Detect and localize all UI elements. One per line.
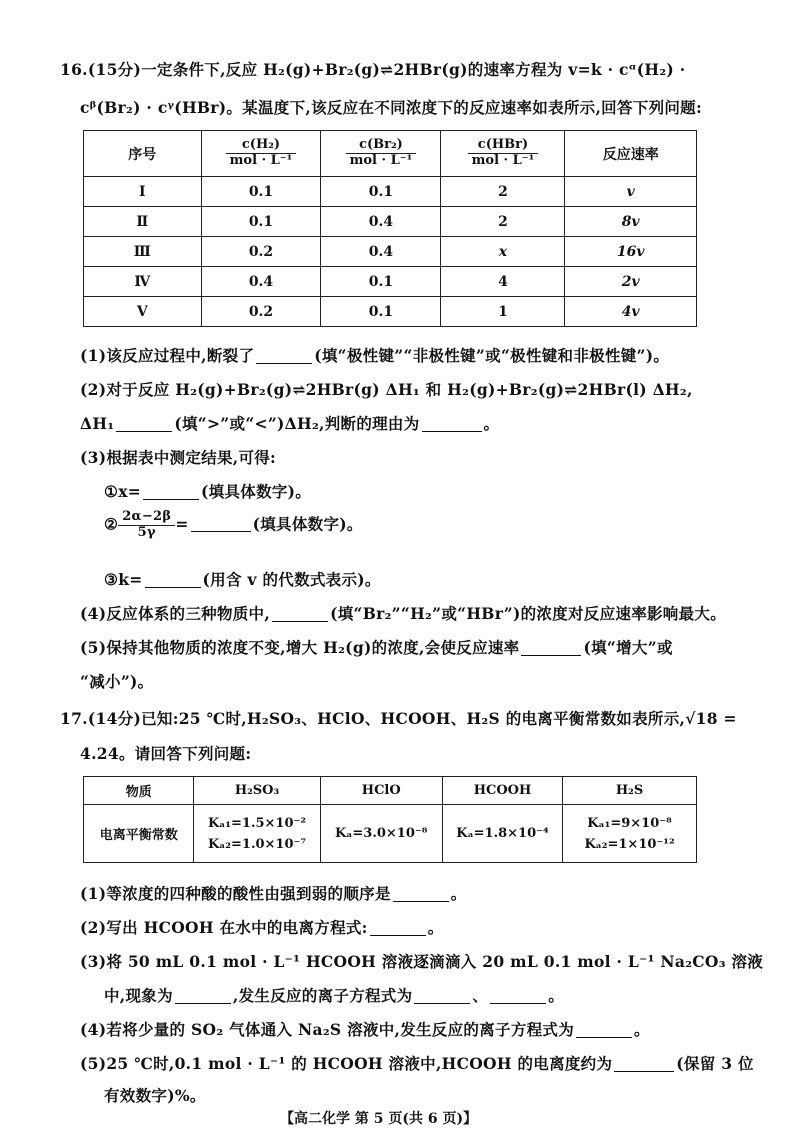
q17-p4-end: 。 xyxy=(634,1020,650,1039)
ka-hcooh: Kₐ=1.8×10⁻⁴ xyxy=(442,805,562,863)
row-label: 电离平衡常数 xyxy=(84,805,194,863)
q17-part3-line2 xyxy=(104,984,564,1006)
page-footer: 【高二化学 第 5 页(共 6 页)】 xyxy=(280,1111,478,1127)
answer-blank[interactable] xyxy=(521,640,581,657)
cell: 0.1 xyxy=(321,267,441,297)
cell: 0.1 xyxy=(201,207,321,237)
q17-part1 xyxy=(80,882,467,904)
ka-table xyxy=(83,776,697,863)
q16-p3b-num-label: ② xyxy=(104,514,119,534)
cell: 0.2 xyxy=(201,237,321,267)
q17-stem-line1: 17.(14分)已知:25 ℃时,H₂SO₃、HClO、HCOOH、H₂S 的电离平衡常数如表所示,√18 = xyxy=(60,709,737,728)
header-h2s: H₂S xyxy=(563,777,697,805)
answer-blank[interactable] xyxy=(272,606,328,623)
header-h2so3: H₂SO₃ xyxy=(194,777,320,805)
q16-p3b-hint: (填具体数字)。 xyxy=(252,514,363,534)
header-hcooh: HCOOH xyxy=(442,777,562,805)
answer-blank[interactable] xyxy=(143,484,199,501)
cell: 2 xyxy=(441,207,565,237)
cell: 16v xyxy=(565,237,697,267)
cell: 0.1 xyxy=(321,297,441,327)
q16-part3-3 xyxy=(104,568,381,590)
q16-stem-line2: cᵝ(Br₂) · cᵞ(HBr)。某温度下,该反应在不同浓度下的反应速率如表所示,回答下列问题: xyxy=(80,98,703,117)
cell: x xyxy=(441,237,565,267)
q16-part2-line2 xyxy=(80,412,499,434)
q16-part5 xyxy=(80,636,673,658)
answer-blank[interactable] xyxy=(256,348,312,365)
ka-hclo: Kₐ=3.0×10⁻⁸ xyxy=(320,805,442,863)
q16-p3b-eq: = xyxy=(175,514,189,534)
answer-blank[interactable] xyxy=(614,1056,674,1073)
q17-p4-text: (4)若将少量的 SO₂ 气体通入 Na₂S 溶液中,发生反应的离子方程式为 xyxy=(80,1020,575,1039)
answer-blank[interactable] xyxy=(145,572,201,589)
q16-p2-end: 。 xyxy=(483,414,500,433)
h2s-constants xyxy=(563,805,697,863)
q16-part3: (3)根据表中测定结果,可得: xyxy=(80,448,277,467)
q17-p1-text: (1)等浓度的四种酸的酸性由强到弱的顺序是 xyxy=(80,884,391,903)
q17-p1-end: 。 xyxy=(450,884,467,903)
ka-table-header xyxy=(84,777,697,805)
header-substance: 物质 xyxy=(84,777,194,805)
q17-p5-text: (5)25 ℃时,0.1 mol · L⁻¹ 的 HCOOH 溶液中,HCOOH 的电离度约为 xyxy=(80,1054,613,1073)
cell: 2v xyxy=(565,267,697,297)
ka2-h2s: Kₐ₂=1×10⁻¹² xyxy=(584,836,675,852)
q16-p4-hint: (填“Br₂”“H₂”或“HBr”)的浓度对反应速率影响最大。 xyxy=(330,604,726,623)
cell: 0.1 xyxy=(201,177,321,207)
q17-p2-end: 。 xyxy=(427,918,444,937)
q17-p3-sep: 、 xyxy=(472,986,489,1005)
q16-p5-text: (5)保持其他物质的浓度不变,增大 H₂(g)的浓度,会使反应速率 xyxy=(80,638,520,657)
answer-blank[interactable] xyxy=(414,988,470,1005)
header-c-hbr: $\frac{\text{c(HBr)}}{\text{mol · L⁻¹}}$ xyxy=(441,131,565,177)
cell: Ⅲ xyxy=(84,237,202,267)
table-row xyxy=(84,805,697,863)
q16-p1-text: (1)该反应过程中,断裂了 xyxy=(80,346,255,365)
q17-part2 xyxy=(80,916,444,938)
cell: Ⅴ xyxy=(84,297,202,327)
q16-p3c-text: ③k= xyxy=(104,570,143,589)
cell: Ⅱ xyxy=(84,207,202,237)
ka2-h2so3: Kₐ₂=1.0×10⁻⁷ xyxy=(207,836,307,852)
table-row xyxy=(84,177,697,207)
q16-p5-hint: (填“增大”或 xyxy=(583,638,673,657)
q16-part3-1 xyxy=(104,480,311,502)
q16-part4 xyxy=(80,602,726,624)
h2so3-constants xyxy=(194,805,320,863)
q17-p5-hint: (保留 3 位 xyxy=(676,1054,754,1073)
answer-blank[interactable] xyxy=(490,988,546,1005)
q17-part5-line2: 有效数字)%。 xyxy=(104,1086,206,1105)
q17-p3-text: 中,现象为 xyxy=(104,986,173,1005)
cell: Ⅳ xyxy=(84,267,202,297)
rate-table-header xyxy=(84,131,697,177)
table-row xyxy=(84,297,697,327)
q17-p2-text: (2)写出 HCOOH 在水中的电离方程式: xyxy=(80,918,368,937)
cell: 0.1 xyxy=(321,177,441,207)
rate-table xyxy=(83,130,697,327)
q17-part4 xyxy=(80,1018,650,1040)
q16-p3a-text: ①x= xyxy=(104,482,142,501)
q16-p2-text: (填“>”或“<”)ΔH₂,判断的理由为 xyxy=(174,414,420,433)
q17-p3-text2: ,发生反应的离子方程式为 xyxy=(232,986,413,1005)
cell: 4v xyxy=(565,297,697,327)
table-row xyxy=(84,237,697,267)
q16-part5-line2: “减小”)。 xyxy=(80,672,154,691)
cell: 0.2 xyxy=(201,297,321,327)
answer-blank[interactable] xyxy=(175,988,231,1005)
ka1-h2so3: Kₐ₁=1.5×10⁻² xyxy=(207,815,307,831)
answer-blank[interactable] xyxy=(393,886,449,903)
q17-part3-line1: (3)将 50 mL 0.1 mol · L⁻¹ HCOOH 溶液逐滴滴入 20 mL 0.1 mol · L⁻¹ Na₂CO₃ 溶液 xyxy=(80,952,764,971)
header-hclo: HClO xyxy=(320,777,442,805)
header-c-br2: $\frac{\text{c(Br₂)}}{\text{mol · L⁻¹}}$ xyxy=(321,131,441,177)
table-row xyxy=(84,207,697,237)
q16-p1-hint: (填“极性键”“非极性键”或“极性键和非极性键”)。 xyxy=(314,346,670,365)
q16-p2-dh1: ΔH₁ xyxy=(80,414,115,433)
table-row xyxy=(84,267,697,297)
q16-part3-2 xyxy=(104,510,363,541)
q16-part1 xyxy=(80,344,669,366)
q17-stem-line2: 4.24。请回答下列问题: xyxy=(80,744,252,763)
q17-p3-end: 。 xyxy=(548,986,565,1005)
cell: 0.4 xyxy=(321,207,441,237)
cell: 0.4 xyxy=(201,267,321,297)
header-rate: 反应速率 xyxy=(565,131,697,177)
header-c-h2: $\frac{\text{c(H₂)}}{\text{mol · L⁻¹}}$ xyxy=(201,131,321,177)
cell: 8v xyxy=(565,207,697,237)
q16-p4-text: (4)反应体系的三种物质中, xyxy=(80,604,271,623)
q16-p3a-hint: (填具体数字)。 xyxy=(201,482,312,501)
answer-blank[interactable] xyxy=(422,416,482,433)
cell: 0.4 xyxy=(321,237,441,267)
q16-p3b-fraction: $\frac{2\alpha-2\beta}{5\gamma}$ xyxy=(118,510,175,541)
cell: 2 xyxy=(441,177,565,207)
q16-part2-line1: (2)对于反应 H₂(g)+Br₂(g)⇌2HBr(g) ΔH₁ 和 H₂(g)+Br₂(g)⇌2HBr(l) ΔH₂, xyxy=(80,380,693,399)
q16-p3c-hint: (用含 v 的代数式表示)。 xyxy=(202,570,381,589)
answer-blank[interactable] xyxy=(116,416,172,433)
cell: v xyxy=(565,177,697,207)
q17-part5 xyxy=(80,1052,754,1074)
ka1-h2s: Kₐ₁=9×10⁻⁸ xyxy=(587,815,672,831)
answer-blank[interactable] xyxy=(576,1022,632,1039)
answer-blank[interactable] xyxy=(370,920,426,937)
cell: 4 xyxy=(441,267,565,297)
q16-stem-line1: 16.(15分)一定条件下,反应 H₂(g)+Br₂(g)⇌2HBr(g)的速率方程为 v=k · cᵅ(H₂) · xyxy=(60,60,686,79)
cell: Ⅰ xyxy=(84,177,202,207)
header-index: 序号 xyxy=(84,131,202,177)
cell: 1 xyxy=(441,297,565,327)
answer-blank[interactable] xyxy=(191,516,251,533)
